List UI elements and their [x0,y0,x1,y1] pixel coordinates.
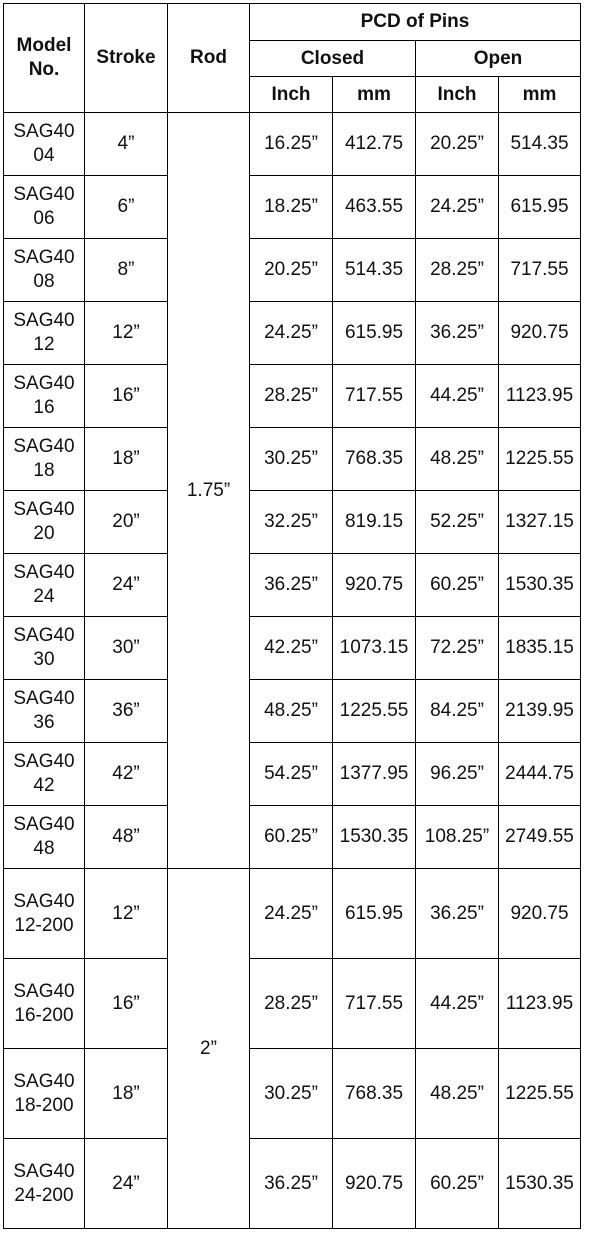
open-mm-cell: 1225.55 [499,1049,581,1139]
stroke-cell: 20” [85,491,168,554]
open-inch-cell: 28.25” [416,239,499,302]
closed-mm-cell: 615.95 [333,869,416,959]
closed-inch-header: Inch [250,77,333,113]
open-inch-cell: 44.25” [416,365,499,428]
open-inch-cell: 20.25” [416,113,499,176]
model-cell: SAG40 06 [4,176,85,239]
model-cell: SAG40 16-200 [4,959,85,1049]
closed-inch-cell: 16.25” [250,113,333,176]
closed-inch-cell: 48.25” [250,680,333,743]
open-inch-cell: 36.25” [416,869,499,959]
closed-mm-cell: 819.15 [333,491,416,554]
closed-mm-cell: 717.55 [333,365,416,428]
open-inch-cell: 108.25” [416,806,499,869]
open-inch-cell: 24.25” [416,176,499,239]
open-mm-cell: 1530.35 [499,1139,581,1229]
table-row [4,113,581,176]
closed-mm-cell: 768.35 [333,1049,416,1139]
open-inch-cell: 60.25” [416,1139,499,1229]
open-mm-cell: 920.75 [499,302,581,365]
open-mm-cell: 514.35 [499,113,581,176]
stroke-cell: 36” [85,680,168,743]
stroke-cell: 12” [85,302,168,365]
model-cell: SAG40 20 [4,491,85,554]
closed-inch-cell: 28.25” [250,365,333,428]
closed-inch-cell: 36.25” [250,1139,333,1229]
open-inch-cell: 48.25” [416,1049,499,1139]
model-cell: SAG40 04 [4,113,85,176]
stroke-cell: 4” [85,113,168,176]
open-mm-cell: 1123.95 [499,959,581,1049]
stroke-cell: 8” [85,239,168,302]
model-cell: SAG40 18 [4,428,85,491]
table-row [4,176,581,239]
table-row [4,806,581,869]
stroke-cell: 24” [85,554,168,617]
model-cell: SAG40 42 [4,743,85,806]
pcd-spec-table [3,3,581,1229]
open-mm-cell: 920.75 [499,869,581,959]
closed-mm-header: mm [333,77,416,113]
table-row [4,680,581,743]
closed-inch-cell: 18.25” [250,176,333,239]
table-row [4,959,581,1049]
closed-inch-cell: 32.25” [250,491,333,554]
closed-mm-cell: 1530.35 [333,806,416,869]
open-inch-header: Inch [416,77,499,113]
stroke-cell: 24” [85,1139,168,1229]
open-mm-cell: 1225.55 [499,428,581,491]
open-mm-cell: 1123.95 [499,365,581,428]
model-cell: SAG40 12 [4,302,85,365]
open-inch-cell: 36.25” [416,302,499,365]
table-row [4,1049,581,1139]
model-cell: SAG40 18-200 [4,1049,85,1139]
open-mm-cell: 1327.15 [499,491,581,554]
open-mm-cell: 2139.95 [499,680,581,743]
open-mm-cell: 1530.35 [499,554,581,617]
model-cell: SAG40 08 [4,239,85,302]
open-inch-cell: 52.25” [416,491,499,554]
table-row [4,239,581,302]
stroke-cell: 16” [85,365,168,428]
pcd-header: PCD of Pins [250,4,581,41]
open-inch-cell: 84.25” [416,680,499,743]
closed-inch-cell: 28.25” [250,959,333,1049]
closed-inch-cell: 30.25” [250,1049,333,1139]
closed-mm-cell: 412.75 [333,113,416,176]
stroke-cell: 42” [85,743,168,806]
closed-inch-cell: 24.25” [250,869,333,959]
model-cell: SAG40 16 [4,365,85,428]
rod-cell: 1.75” [168,113,250,869]
closed-mm-cell: 514.35 [333,239,416,302]
table-row [4,302,581,365]
stroke-cell: 12” [85,869,168,959]
model-cell: SAG40 30 [4,617,85,680]
table-row [4,743,581,806]
rod-header: Rod [168,4,250,113]
open-mm-cell: 2749.55 [499,806,581,869]
open-mm-cell: 717.55 [499,239,581,302]
table-row [4,1139,581,1229]
table-row [4,617,581,680]
closed-inch-cell: 36.25” [250,554,333,617]
table-row [4,428,581,491]
open-inch-cell: 48.25” [416,428,499,491]
model-cell: SAG40 36 [4,680,85,743]
stroke-cell: 16” [85,959,168,1049]
model-cell: SAG40 24 [4,554,85,617]
closed-inch-cell: 42.25” [250,617,333,680]
open-mm-cell: 615.95 [499,176,581,239]
model-cell: SAG40 48 [4,806,85,869]
closed-mm-cell: 920.75 [333,1139,416,1229]
stroke-cell: 6” [85,176,168,239]
open-mm-header: mm [499,77,581,113]
model-cell: SAG40 24-200 [4,1139,85,1229]
closed-header: Closed [250,41,416,77]
stroke-cell: 30” [85,617,168,680]
model-header: Model No. [4,4,85,113]
table-row [4,365,581,428]
closed-inch-cell: 30.25” [250,428,333,491]
table-row [4,554,581,617]
closed-mm-cell: 768.35 [333,428,416,491]
stroke-header: Stroke [85,4,168,113]
open-inch-cell: 72.25” [416,617,499,680]
open-mm-cell: 1835.15 [499,617,581,680]
closed-mm-cell: 717.55 [333,959,416,1049]
closed-inch-cell: 60.25” [250,806,333,869]
open-inch-cell: 96.25” [416,743,499,806]
closed-inch-cell: 54.25” [250,743,333,806]
open-inch-cell: 60.25” [416,554,499,617]
model-cell: SAG40 12-200 [4,869,85,959]
closed-inch-cell: 24.25” [250,302,333,365]
stroke-cell: 18” [85,1049,168,1139]
closed-inch-cell: 20.25” [250,239,333,302]
table-row [4,491,581,554]
open-header: Open [416,41,581,77]
closed-mm-cell: 920.75 [333,554,416,617]
table-body [4,113,581,1229]
closed-mm-cell: 1073.15 [333,617,416,680]
closed-mm-cell: 1377.95 [333,743,416,806]
closed-mm-cell: 1225.55 [333,680,416,743]
rod-cell: 2” [168,869,250,1229]
open-inch-cell: 44.25” [416,959,499,1049]
closed-mm-cell: 463.55 [333,176,416,239]
table-row [4,869,581,959]
closed-mm-cell: 615.95 [333,302,416,365]
open-mm-cell: 2444.75 [499,743,581,806]
stroke-cell: 18” [85,428,168,491]
stroke-cell: 48” [85,806,168,869]
